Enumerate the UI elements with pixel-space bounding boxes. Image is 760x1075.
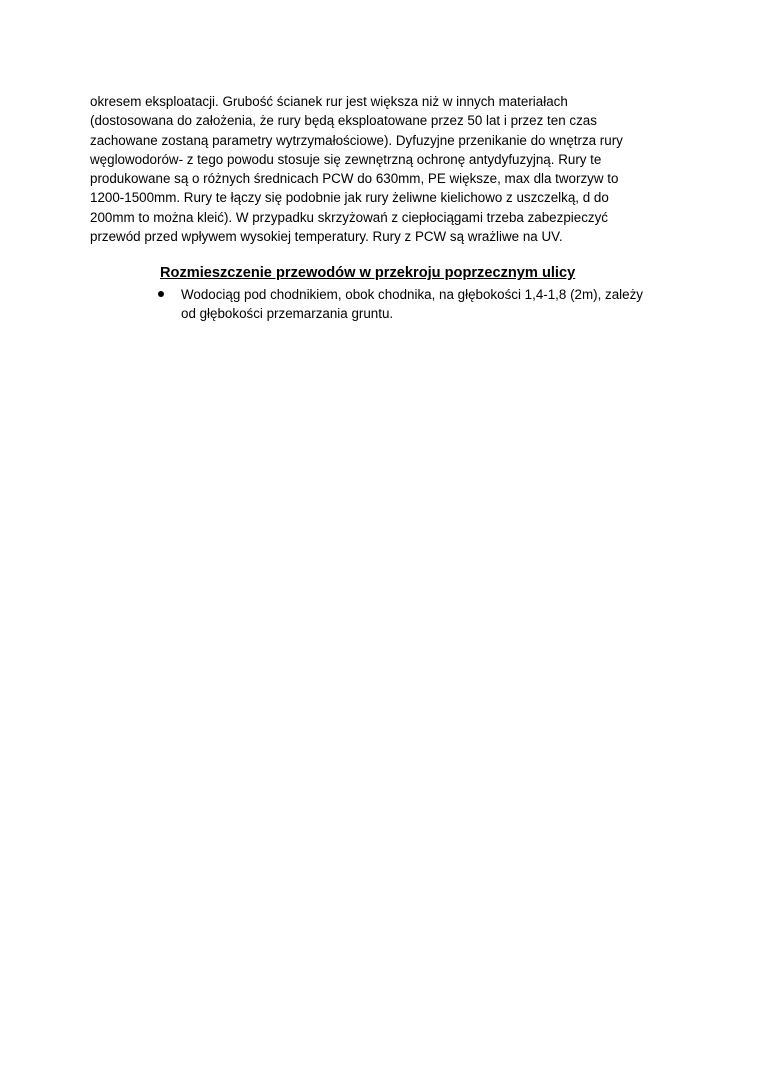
- paragraph-line: przewód przed wpływem wysokiej temperatury. Rury z PCW są wrażliwe na UV.: [90, 229, 563, 245]
- paragraph-line: 200mm to można kleić). W przypadku skrzyżowań z ciepłociągami trzeba zabezpieczyć: [90, 209, 608, 225]
- list-item-line: od głębokości przemarzania gruntu.: [181, 306, 394, 322]
- bullet-list: [147, 285, 707, 324]
- paragraph-line: węglowodorów- z tego powodu stosuje się zewnętrzną ochronę antydyfuzyjną. Rury te: [90, 151, 602, 167]
- paragraph-line: zachowane zostaną parametry wytrzymałościowe). Dyfuzyjne przenikanie do wnętrza rury: [90, 132, 623, 148]
- paragraph-line: okresem eksploatacji. Grubość ścianek rur jest większa niż w innych materiałach: [90, 94, 568, 109]
- list-item-line: Wodociąg pod chodnikiem, obok chodnika, na głębokości 1,4-1,8 (2m), zależy: [181, 287, 643, 302]
- list-item: [147, 285, 707, 324]
- body-paragraph: [90, 92, 690, 246]
- paragraph-line: (dostosowana do założenia, że rury będą eksploatowane przez 50 lat i przez ten czas: [90, 113, 597, 129]
- paragraph-line: produkowane są o różnych średnicach PCW do 630mm, PE większe, max dla tworzyw to: [90, 171, 619, 187]
- section-heading: Rozmieszczenie przewodów w przekroju poprzecznym ulicy: [160, 265, 576, 281]
- paragraph-line: 1200-1500mm. Rury te łączy się podobnie jak rury żeliwne kielichowo z uszczelką, d do: [90, 190, 609, 206]
- bullet-icon: [158, 291, 164, 297]
